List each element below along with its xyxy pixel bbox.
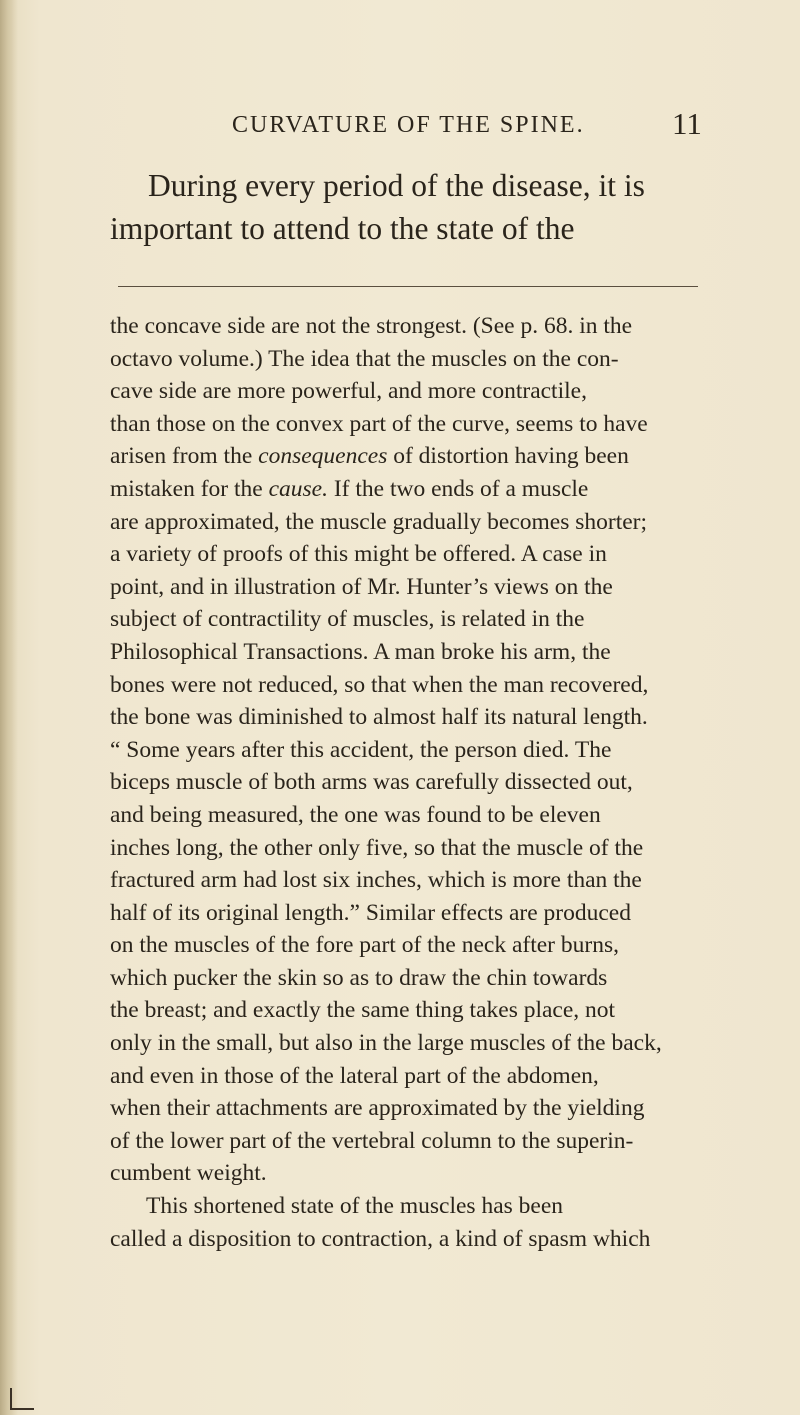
footnote-text (110, 310, 750, 1255)
text-line: when their attachments are approximated by the yielding (110, 1095, 645, 1122)
italic-word: consequences (258, 443, 388, 470)
text-line: are approximated, the muscle gradually becomes shorter; (110, 508, 648, 535)
page-number: 11 (672, 106, 702, 141)
intro-line: important to attend to the state of the (110, 211, 575, 246)
text-line (110, 440, 750, 473)
italic-word: cause. (268, 475, 328, 502)
corner-mark (10, 1388, 34, 1410)
text-line: the breast; and exactly the same thing takes place, not (110, 997, 616, 1024)
text-line: which pucker the skin so as to draw the chin towards (110, 964, 608, 991)
text-run: arisen from the (110, 443, 259, 470)
text-line: This shortened state of the muscles has been (146, 1193, 564, 1220)
text-run: of distortion having been (387, 443, 629, 470)
horizontal-rule (118, 286, 698, 287)
text-line: fractured arm had lost six inches, which is more than the (110, 867, 642, 894)
text-line: of the lower part of the vertebral column to the superin- (110, 1127, 634, 1154)
page-binding-shadow (0, 0, 18, 1415)
intro-line: During every period of the disease, it is (148, 168, 645, 203)
text-line: and even in those of the lateral part of the abdomen, (110, 1062, 599, 1089)
text-line: inches long, the other only five, so that the muscle of the (110, 834, 644, 861)
running-head (232, 106, 732, 152)
text-line: cumbent weight. (110, 1160, 267, 1187)
text-line: Philosophical Transactions. A man broke his arm, the (110, 638, 611, 665)
running-title: CURVATURE OF THE SPINE. (232, 112, 585, 138)
text-line: than those on the convex part of the curve, seems to have (110, 410, 648, 437)
text-line (110, 473, 750, 506)
text-run: If the two ends of a muscle (327, 475, 589, 502)
text-line: “ Some years after this accident, the person died. The (110, 736, 612, 763)
intro-paragraph (110, 164, 740, 250)
text-line: half of its original length.” Similar effects are produced (110, 899, 631, 926)
text-run: mistaken for the (110, 475, 269, 502)
text-line: subject of contractility of muscles, is related in the (110, 606, 585, 633)
text-line: only in the small, but also in the large muscles of the back, (110, 1030, 662, 1057)
text-line: bones were not reduced, so that when the man recovered, (110, 671, 649, 698)
text-line: a variety of proofs of this might be offered. A case in (110, 541, 607, 568)
text-line: called a disposition to contraction, a kind of spasm which (110, 1225, 651, 1252)
text-line: on the muscles of the fore part of the neck after burns, (110, 932, 619, 959)
text-line: point, and in illustration of Mr. Hunter’s views on the (110, 573, 613, 600)
text-line: cave side are more powerful, and more contractile, (110, 378, 587, 405)
text-line: and being measured, the one was found to be eleven (110, 801, 601, 828)
text-line: the concave side are not the strongest. (See p. 68. in the (110, 313, 633, 339)
text-line: biceps muscle of both arms was carefully dissected out, (110, 769, 633, 796)
text-line: octavo volume.) The idea that the muscles on the con- (110, 345, 619, 372)
text-line: the bone was diminished to almost half its natural length. (110, 704, 648, 731)
